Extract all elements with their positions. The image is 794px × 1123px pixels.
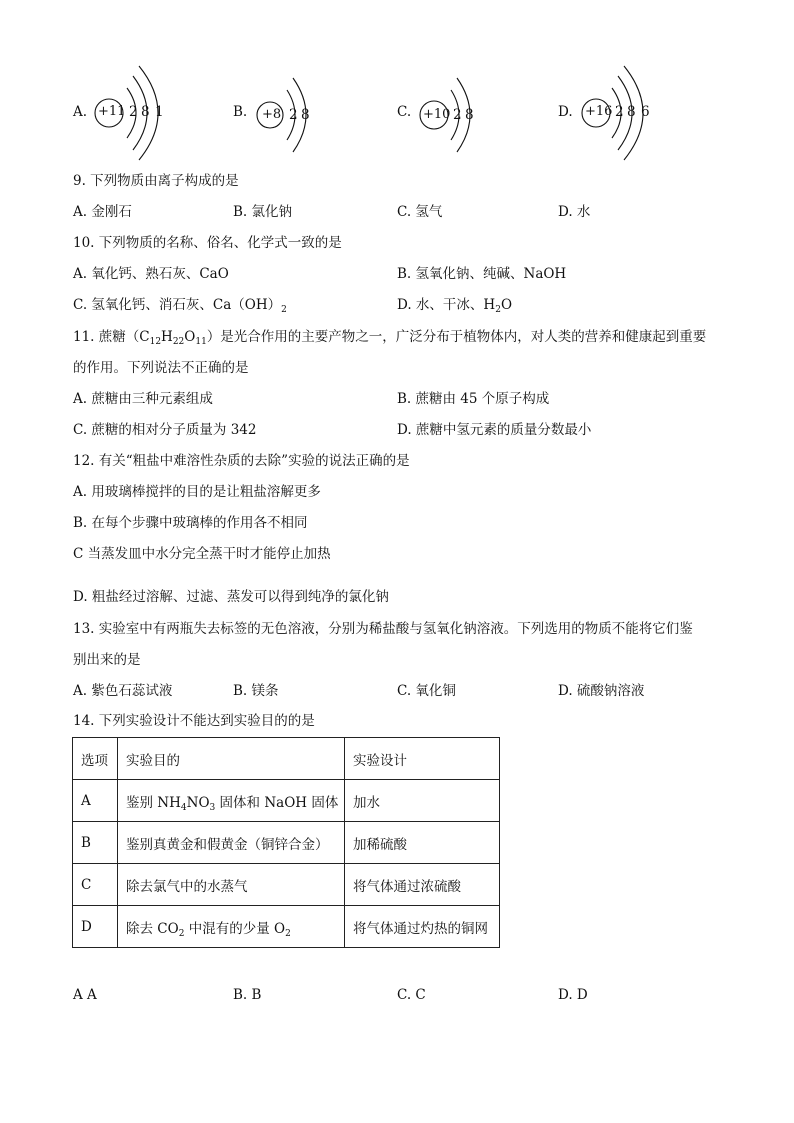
question-9-stem: 9. 下列物质由离子构成的是	[73, 173, 239, 189]
header-design: 实验设计	[345, 738, 500, 780]
q10-option-c[interactable]	[73, 296, 287, 314]
q9-option-a[interactable]: A. 金刚石	[73, 204, 132, 220]
row-option: A	[73, 780, 118, 822]
q10-option-b[interactable]: B. 氢氧化钠、纯碱、NaOH	[397, 266, 567, 282]
nucleus-charge: +16	[585, 104, 613, 119]
q9-option-b[interactable]: B. 氯化钠	[233, 204, 293, 220]
shell-1: 2	[129, 104, 138, 120]
shell-1: 2	[615, 104, 624, 120]
q12-option-d[interactable]: D. 粗盐经过溶解、过滤、蒸发可以得到纯净的氯化钠	[73, 589, 389, 605]
subscript: 12	[149, 337, 162, 347]
table-row	[73, 864, 500, 906]
question-12-stem: 12. 有关“粗盐中难溶性杂质的去除”实验的说法正确的是	[73, 453, 410, 469]
q10-option-c-text: C. 氢氧化钙、消石灰、Ca（OH）	[73, 297, 282, 313]
purpose-text-mid: 中混有的少量 O	[184, 920, 286, 937]
header-purpose: 实验目的	[118, 738, 345, 780]
subscript: 11	[195, 337, 207, 347]
q14-option-b[interactable]: B. B	[233, 987, 262, 1003]
q11-option-b[interactable]: B. 蔗糖由 45 个原子构成	[397, 391, 550, 407]
subscript: 2	[285, 928, 291, 939]
q9-option-d[interactable]: D. 水	[558, 204, 591, 220]
row-option: D	[73, 906, 118, 948]
q13-option-c[interactable]: C. 氧化铜	[397, 683, 456, 699]
row-purpose	[118, 780, 345, 822]
q10-option-d[interactable]	[397, 296, 512, 314]
subscript: 2	[495, 305, 501, 315]
question-11-stem-line-2: 的作用。下列说法不正确的是	[73, 360, 249, 376]
question-13-stem-line-2: 别出来的是	[73, 652, 141, 668]
question-10-stem: 10. 下列物质的名称、俗名、化学式一致的是	[73, 235, 342, 251]
q10-option-d-text: D. 水、干冰、H	[397, 297, 496, 313]
row-purpose	[118, 906, 345, 948]
atom-option-c[interactable]	[397, 62, 517, 172]
row-purpose: 除去氯气中的水蒸气	[118, 864, 345, 906]
q13-option-d[interactable]: D. 硫酸钠溶液	[558, 683, 645, 699]
row-design: 将气体通过浓硫酸	[345, 864, 500, 906]
q14-option-c[interactable]: C. C	[397, 987, 426, 1003]
q10-option-a[interactable]: A. 氧化钙、熟石灰、CaO	[73, 266, 229, 282]
nucleus-charge: +8	[262, 107, 282, 122]
q10-option-d-text-end: O	[500, 297, 513, 313]
row-purpose: 鉴别真黄金和假黄金（铜锌合金）	[118, 822, 345, 864]
question-13-stem: 13. 实验室中有两瓶失去标签的无色溶液，分别为稀盐酸与氢氧化钠溶液。下列选用的物质不能将它们鉴	[73, 621, 693, 637]
q12-option-a[interactable]: A. 用玻璃棒搅拌的目的是让粗盐溶解更多	[73, 484, 321, 500]
atom-option-a[interactable]	[73, 62, 193, 172]
subscript: 4	[180, 802, 187, 813]
shell-2: 8	[465, 107, 474, 123]
question-14-stem: 14. 下列实验设计不能达到实验目的的是	[73, 713, 315, 729]
atom-option-b[interactable]	[233, 62, 353, 172]
row-option: B	[73, 822, 118, 864]
q11-option-c[interactable]: C. 蔗糖的相对分子质量为 342	[73, 422, 257, 438]
table-row	[73, 822, 500, 864]
q9-option-c[interactable]: C. 氢气	[397, 204, 443, 220]
shell-2: 8	[301, 107, 310, 123]
q13-option-b[interactable]: B. 镁条	[233, 683, 279, 699]
purpose-text: 除去 CO	[126, 920, 179, 937]
subscript: 22	[172, 337, 185, 347]
shell-3: 6	[641, 104, 650, 120]
q12-option-c[interactable]: C 当蒸发皿中水分完全蒸干时才能停止加热	[73, 546, 331, 562]
header-option: 选项	[73, 738, 118, 780]
nucleus-charge: +11	[98, 104, 126, 119]
shell-3: 1	[155, 104, 164, 120]
formula-o: O	[184, 329, 196, 345]
shell-2: 8	[141, 104, 150, 120]
table-row	[73, 780, 500, 822]
purpose-text-mid: NO	[186, 794, 210, 811]
purpose-text-end: 固体和 NaOH 固体	[215, 794, 339, 811]
question-11-stem	[73, 328, 706, 346]
row-design: 加水	[345, 780, 500, 822]
row-option: C	[73, 864, 118, 906]
stem-start: 11. 蔗糖（C	[73, 329, 150, 345]
option-letter: C.	[397, 104, 412, 120]
shell-2: 8	[627, 104, 636, 120]
subscript: 2	[281, 305, 287, 315]
table-row	[73, 906, 500, 948]
q11-option-d[interactable]: D. 蔗糖中氢元素的质量分数最小	[397, 422, 592, 438]
q11-option-a[interactable]: A. 蔗糖由三种元素组成	[73, 391, 213, 407]
shell-1: 2	[453, 107, 462, 123]
shell-1: 2	[289, 107, 298, 123]
subscript: 3	[209, 802, 216, 813]
subscript: 2	[178, 928, 185, 939]
option-letter: D.	[558, 104, 573, 120]
q14-option-d[interactable]: D. D	[558, 987, 588, 1003]
experiment-table	[72, 737, 500, 948]
nucleus-charge: +10	[423, 107, 451, 122]
table-header-row	[73, 738, 500, 780]
row-design: 将气体通过灼热的铜网	[345, 906, 500, 948]
q14-option-a[interactable]: A A	[73, 987, 97, 1003]
atom-option-d[interactable]	[558, 62, 678, 172]
q13-option-a[interactable]: A. 紫色石蕊试液	[73, 683, 173, 699]
formula-h: H	[161, 329, 173, 345]
q12-option-b[interactable]: B. 在每个步骤中玻璃棒的作用各不相同	[73, 515, 308, 531]
option-letter: B.	[233, 104, 248, 120]
row-design: 加稀硫酸	[345, 822, 500, 864]
purpose-text: 鉴别 NH	[126, 794, 181, 811]
stem-end: ）是光合作用的主要产物之一，广泛分布于植物体内，对人类的营养和健康起到重要	[206, 329, 707, 345]
option-letter: A.	[73, 104, 88, 120]
